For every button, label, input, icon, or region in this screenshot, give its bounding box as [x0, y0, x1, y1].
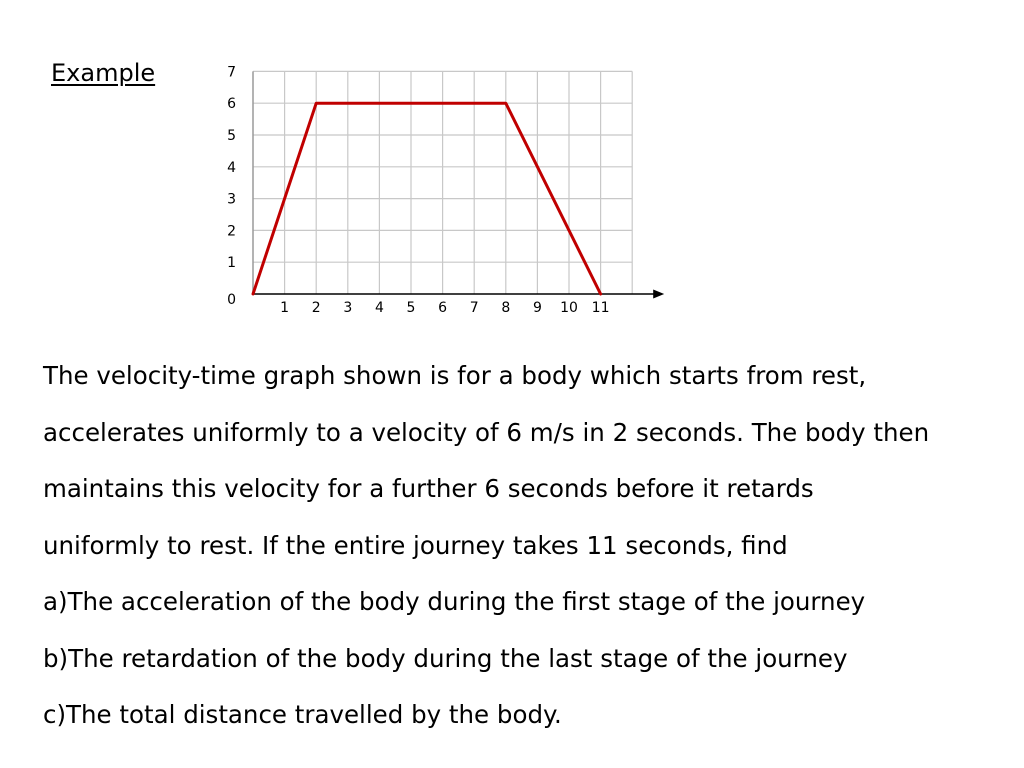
x-tick-label: 5 — [406, 300, 416, 316]
y-tick-label: 6 — [227, 96, 236, 113]
paragraph-line: accelerates uniformly to a velocity of 6 m/s in 2 seconds. The body then — [43, 417, 930, 447]
question-c: c)The total distance travelled by the body. — [43, 700, 562, 729]
x-tick-label: 1 — [280, 300, 290, 316]
chart-grid — [253, 71, 632, 294]
y-tick-label: 3 — [227, 191, 236, 208]
paragraph-line: uniformly to rest. If the entire journey takes 11 seconds, find — [43, 530, 788, 560]
x-tick-label: 11 — [591, 300, 610, 316]
x-tick-label: 9 — [532, 300, 542, 316]
x-axis-arrowhead — [653, 290, 664, 299]
x-tick-label: 10 — [560, 300, 578, 316]
x-tick-label: 6 — [438, 300, 448, 316]
origin-label: 0 — [227, 292, 236, 308]
velocity-time-chart — [0, 0, 1024, 340]
y-tick-label: 4 — [227, 159, 236, 176]
y-tick-label: 1 — [227, 255, 236, 272]
y-tick-label: 2 — [227, 223, 236, 240]
paragraph-line: The velocity-time graph shown is for a body which starts from rest, — [43, 361, 867, 390]
question-b: b)The retardation of the body during the last stage of the journey — [43, 643, 848, 673]
x-tick-label: 2 — [311, 300, 321, 316]
paragraph-line: maintains this velocity for a further 6 seconds before it retards — [43, 474, 814, 503]
problem-text — [43, 348, 1003, 744]
x-tick-label: 4 — [374, 300, 384, 316]
y-tick-label: 7 — [227, 64, 236, 81]
question-a: a)The acceleration of the body during the first stage of the journey — [43, 587, 866, 616]
x-tick-label: 3 — [343, 300, 353, 316]
example-heading: Example — [51, 59, 156, 87]
x-tick-label: 8 — [501, 300, 511, 316]
y-tick-label: 5 — [227, 128, 236, 144]
x-tick-label: 7 — [469, 300, 479, 316]
